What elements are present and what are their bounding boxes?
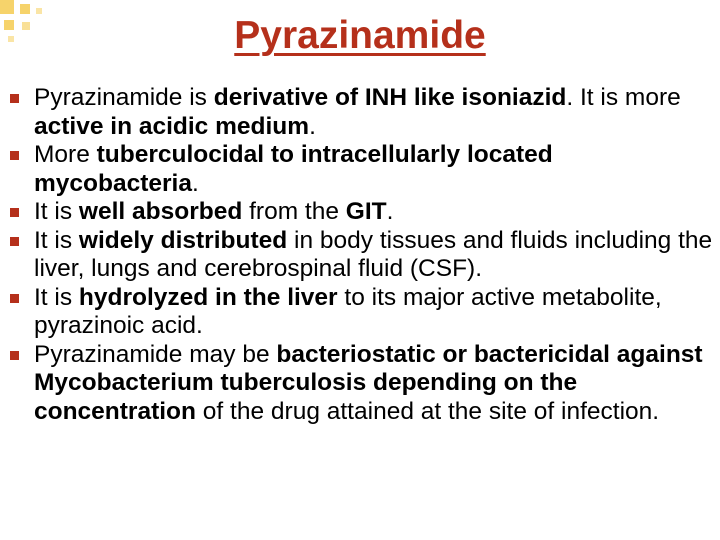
bullet-marker-icon — [10, 294, 19, 303]
bullet-marker-icon — [10, 351, 19, 360]
bullet-text: Pyrazinamide is — [34, 84, 214, 111]
bullet-text: . It is more — [566, 84, 681, 111]
bullet-text-bold: derivative of INH like isoniazid — [213, 84, 567, 111]
bullet-text-bold: bacteriostatic or bactericidal against Mycobacterium tuberculosis depending on the concentration — [34, 340, 703, 425]
bullet-text-bold: active in acidic medium — [34, 112, 310, 140]
bullet-text-bold: well absorbed — [78, 198, 243, 225]
bullet-item — [0, 341, 720, 427]
bullet-marker-icon — [10, 151, 19, 160]
bullet-text: It is — [34, 283, 79, 311]
bullet-text: of the drug attained at the site of infection. — [196, 397, 660, 425]
bullet-list — [0, 84, 720, 426]
bullet-text: Pyrazinamide may be — [34, 340, 277, 368]
bullet-text: More — [34, 141, 97, 168]
bullet-text: . — [386, 198, 394, 225]
bullet-text: It is — [34, 198, 79, 225]
bullet-marker-icon — [10, 94, 19, 103]
bullet-marker-icon — [10, 208, 19, 217]
slide-title: Pyrazinamide — [234, 14, 486, 57]
bullet-text-bold: hydrolyzed in the liver — [78, 283, 338, 311]
bullet-item — [0, 198, 720, 227]
bullet-text: from the — [242, 198, 346, 225]
bullet-item — [0, 284, 720, 341]
bullet-text-bold: tuberculocidal to intracellularly located mycobacteria — [34, 141, 553, 197]
bullet-text: . — [191, 169, 199, 197]
bullet-text-bold: GIT — [345, 198, 387, 225]
bullet-text: in body tissues and fluids including the liver, lungs and cerebrospinal fluid (CSF). — [34, 226, 713, 282]
bullet-text: . — [309, 112, 316, 140]
bullet-item — [0, 227, 720, 284]
bullet-text: It is — [34, 226, 79, 254]
bullet-text: to its major active metabolite, pyrazinoic acid. — [34, 283, 662, 339]
bullet-item — [0, 84, 720, 141]
bullet-item — [0, 141, 720, 198]
bullet-marker-icon — [10, 237, 19, 246]
bullet-text-bold: widely distributed — [78, 226, 288, 254]
